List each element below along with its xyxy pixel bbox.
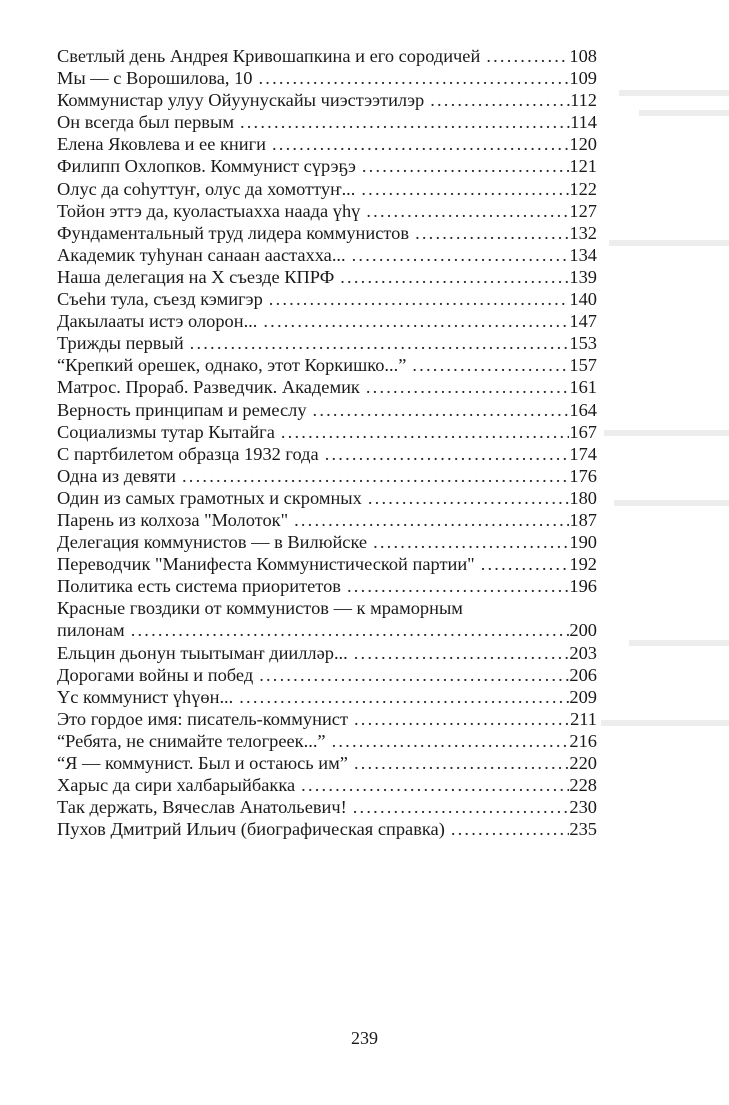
toc-entry — [57, 575, 597, 597]
toc-leader-dots — [257, 310, 569, 332]
toc-entry-page: 114 — [570, 112, 597, 133]
toc-entry-title: Матрос. Прораб. Разведчик. Академик — [57, 377, 360, 398]
toc-entry — [57, 67, 597, 89]
toc-entry-page: 153 — [569, 333, 597, 354]
toc-entry-title: “Я — коммунист. Был и остаюсь им” — [57, 753, 348, 773]
toc-entry-page: 216 — [569, 730, 597, 751]
toc-leader-dots — [367, 531, 569, 553]
toc-entry — [57, 553, 597, 575]
toc-entry — [57, 796, 597, 818]
toc-entry-page: 190 — [569, 532, 597, 553]
toc-entry — [57, 686, 597, 708]
toc-entry-page: 122 — [569, 178, 597, 199]
toc-leader-dots — [409, 222, 569, 244]
toc-leader-dots — [184, 332, 570, 354]
toc-entry — [57, 310, 597, 332]
toc-entry — [57, 89, 597, 111]
toc-entry — [57, 597, 597, 641]
toc-leader-dots — [233, 686, 569, 708]
toc-entry — [57, 376, 597, 398]
page-number: 239 — [351, 1028, 378, 1048]
toc-entry-page: 176 — [569, 465, 597, 486]
toc-entry-title: Красные гвоздики от коммунистов — к мраморным — [57, 598, 463, 619]
toc-entry — [57, 399, 597, 421]
toc-entry — [57, 266, 597, 288]
toc-leader-dots — [252, 67, 569, 89]
toc-entry-title: “Ребята, не снимайте телогреек...” — [57, 730, 326, 751]
toc-leader-dots — [234, 111, 570, 133]
toc-entry-page: 230 — [569, 797, 597, 818]
toc-leader-dots — [288, 509, 569, 531]
toc-entry-title: Парень из колхоза "Молоток" — [57, 509, 289, 530]
toc-entry — [57, 244, 597, 266]
toc-leader-dots — [356, 155, 570, 177]
toc-leader-dots — [360, 376, 570, 398]
toc-entry-page: 127 — [569, 200, 597, 221]
toc-leader-dots — [348, 642, 570, 664]
toc-entry — [57, 133, 597, 155]
toc-entry-page: 196 — [569, 576, 597, 597]
toc-entry-title: Политика есть система приоритетов — [57, 576, 341, 597]
toc-entry-page: 121 — [569, 156, 597, 177]
toc-entry-title: Так держать, Вячеслав Анатольевич! — [57, 797, 347, 818]
toc-leader-dots — [346, 244, 570, 266]
toc-leader-dots — [295, 774, 569, 796]
toc-leader-dots — [176, 465, 569, 487]
toc-entry-title: Академик туһунан санаан аастахха... — [57, 244, 346, 265]
toc-entry-title: Харыс да сири халбарыйбакка — [57, 775, 296, 796]
toc-leader-dots — [326, 730, 570, 752]
toc-entry — [57, 664, 597, 686]
toc-entry-page: 174 — [569, 443, 597, 464]
toc-entry-page: 132 — [569, 222, 597, 243]
toc-entry-title: Пухов Дмитрий Ильич (биографическая справка) — [57, 819, 445, 840]
toc-leader-dots — [319, 443, 570, 465]
toc-entry-title: Делегация коммунистов — в Вилюйске — [57, 532, 368, 553]
toc-leader-dots — [348, 708, 570, 730]
toc-entry — [57, 752, 597, 774]
toc-entry-page: 209 — [569, 686, 597, 707]
toc-entry-page: 157 — [569, 355, 597, 376]
toc-entry — [57, 111, 597, 133]
toc-entry — [57, 178, 597, 200]
toc-entry — [57, 45, 597, 67]
toc-leader-dots — [445, 818, 570, 840]
toc-entry-page: 134 — [569, 244, 597, 265]
toc-entry-title: Дорогами войны и побед — [57, 664, 254, 685]
toc-entry-title: Одна из девяти — [57, 465, 177, 486]
toc-entry — [57, 642, 597, 664]
toc-leader-dots — [125, 619, 570, 641]
toc-entry-title: Үс коммунист үһүөн... — [57, 686, 234, 707]
toc-entry-title: Дакылааты истэ олорон... — [57, 311, 258, 332]
toc-entry — [57, 200, 597, 222]
toc-entry-page: 228 — [569, 775, 597, 796]
toc-leader-dots — [253, 664, 569, 686]
toc-entry-title: Верность принципам и ремеслу — [57, 399, 307, 420]
toc-leader-dots — [266, 133, 569, 155]
toc-entry-title: С партбилетом образца 1932 года — [57, 443, 319, 464]
toc-entry-page: 161 — [569, 377, 597, 398]
toc-entry-page: 187 — [569, 509, 597, 530]
toc-entry — [57, 487, 597, 509]
toc-leader-dots — [263, 288, 570, 310]
toc-entry-title: Наша делегация на X съезде КПРФ — [57, 266, 335, 287]
toc-entry — [57, 774, 597, 796]
toc-entry-page: 120 — [569, 134, 597, 155]
toc-entry — [57, 443, 597, 465]
toc-entry-page: 140 — [569, 289, 597, 310]
toc-entry — [57, 332, 597, 354]
toc-leader-dots — [307, 399, 570, 421]
toc-leader-dots — [341, 575, 569, 597]
toc-entry-page: 206 — [569, 664, 597, 685]
toc-leader-dots — [355, 178, 569, 200]
toc-entry-title: Социализмы тутар Кытайга — [57, 421, 275, 442]
toc-entry-page: 147 — [569, 311, 597, 332]
table-of-contents — [57, 45, 597, 840]
toc-entry-title: “Крепкий орешек, однако, этот Коркишко...” — [57, 355, 407, 376]
toc-entry — [57, 288, 597, 310]
toc-leader-dots — [348, 752, 569, 774]
toc-entry-title: Филипп Охлопков. Коммунист сүрэҕэ — [57, 156, 356, 177]
toc-entry — [57, 222, 597, 244]
toc-entry-title: Ельцин дьонун тыытымаҥ диилләр... — [57, 642, 348, 663]
toc-leader-dots — [406, 354, 569, 376]
toc-entry — [57, 465, 597, 487]
toc-entry — [57, 155, 597, 177]
bleed-through-shadow — [599, 80, 729, 1080]
toc-leader-dots — [360, 200, 569, 222]
toc-entry-title: Это гордое имя: писатель-коммунист — [57, 708, 348, 729]
toc-entry-page: 200 — [569, 620, 597, 641]
toc-entry-page: 192 — [569, 554, 597, 575]
toc-entry-page: 167 — [569, 421, 597, 442]
toc-entry-title-continued: пилонам — [57, 620, 125, 641]
toc-entry-page: 203 — [569, 642, 597, 663]
toc-entry-page: 139 — [569, 266, 597, 287]
toc-entry — [57, 421, 597, 443]
toc-leader-dots — [347, 796, 570, 818]
toc-entry-page: 211 — [570, 708, 597, 729]
toc-entry-page: 180 — [569, 487, 597, 508]
toc-entry-title: Мы — с Ворошилова, 10 — [57, 68, 253, 89]
toc-entry-title: Светлый день Андрея Кривошапкина и его сородичей — [57, 46, 481, 66]
toc-entry-title: Съеhи тула, съезд кэмигэр — [57, 289, 263, 310]
toc-entry-title: Фундаментальный труд лидера коммунистов — [57, 222, 410, 243]
toc-entry-title: Олус да соһуттуҥ, олус да хомоттуҥ... — [57, 178, 356, 199]
toc-leader-dots — [334, 266, 569, 288]
toc-entry-title: Переводчик "Манифеста Коммунистической партии" — [57, 554, 475, 575]
toc-entry-page: 112 — [570, 90, 597, 111]
toc-entry-page: 235 — [569, 819, 597, 840]
toc-entry-page: 109 — [569, 68, 597, 89]
toc-entry — [57, 708, 597, 730]
toc-entry-title: Коммунистар улуу Ойуунускайы чиэстээтилэр — [57, 90, 425, 111]
toc-entry — [57, 509, 597, 531]
toc-entry-title: Елена Яковлева и ее книги — [57, 134, 266, 155]
toc-leader-dots — [475, 553, 570, 575]
toc-entry — [57, 354, 597, 376]
toc-leader-dots — [362, 487, 570, 509]
toc-entry-title: Тойон эттэ да, куоластыахха наада үһү — [57, 200, 361, 221]
toc-entry-page: 164 — [569, 399, 597, 420]
toc-entry — [57, 818, 597, 840]
toc-entry — [57, 531, 597, 553]
toc-entry-title: Один из самых грамотных и скромных — [57, 487, 362, 508]
toc-entry-title: Он всегда был первым — [57, 112, 234, 133]
toc-leader-dots — [275, 421, 570, 443]
toc-entry-title: Трижды первый — [57, 333, 184, 354]
toc-leader-dots — [424, 89, 570, 111]
toc-entry-page: 220 — [569, 753, 597, 773]
toc-entry — [57, 730, 597, 752]
toc-leader-dots — [480, 45, 569, 67]
toc-entry-page: 108 — [569, 46, 597, 66]
